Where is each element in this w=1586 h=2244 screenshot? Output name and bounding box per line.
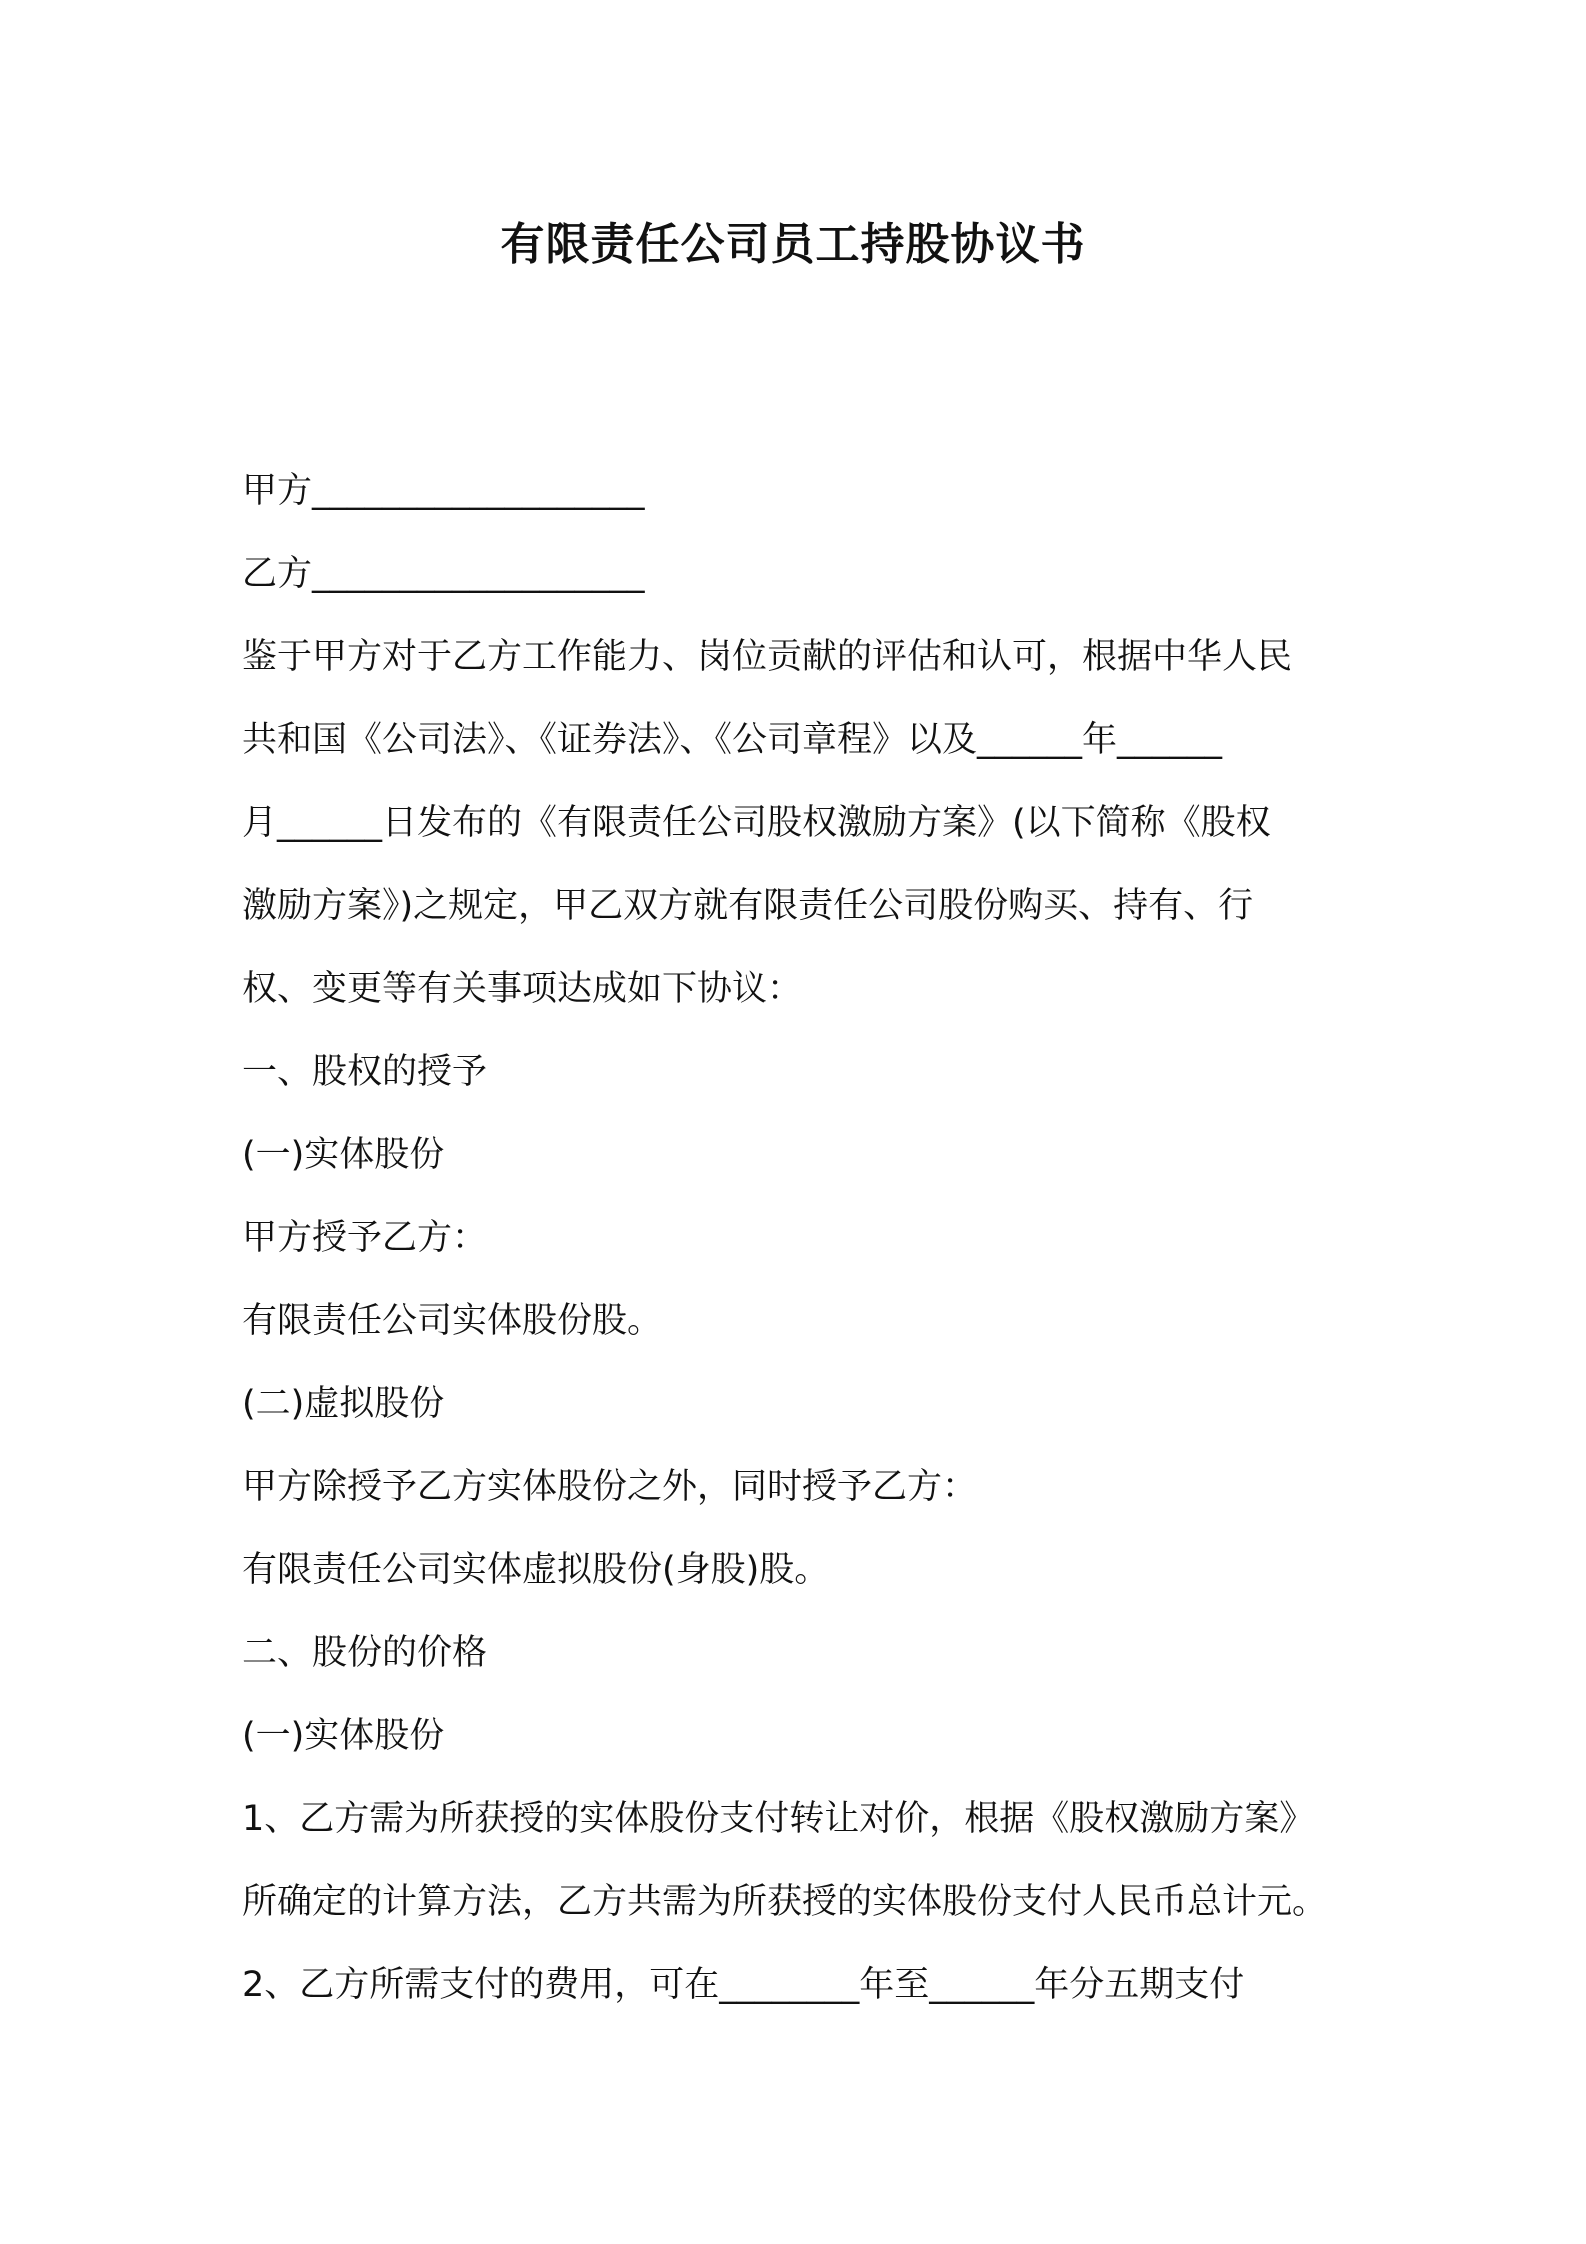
paragraph-line: 有限责任公司实体虚拟股份(身股)股。 (242, 1550, 830, 1590)
section-heading: 二、股份的价格 (242, 1633, 488, 1673)
party-a-line: 甲方___________________ (242, 471, 645, 511)
preamble-line: 月______日发布的《有限责任公司股权激励方案》(以下简称《股权 (242, 803, 1271, 843)
subsection-heading: (二)虚拟股份 (242, 1384, 445, 1424)
section-heading: 一、股权的授予 (242, 1052, 488, 1092)
paragraph-line: 甲方除授予乙方实体股份之外，同时授予乙方： (242, 1467, 978, 1507)
paragraph-line: 所确定的计算方法，乙方共需为所获授的实体股份支付人民币总计元。 (242, 1882, 1328, 1922)
preamble-line: 共和国《公司法》、《证券法》、《公司章程》以及______年______ (242, 720, 1223, 760)
paragraph-line: 2、乙方所需支付的费用，可在________年至______年分五期支付 (242, 1965, 1245, 2005)
subsection-heading: (一)实体股份 (242, 1135, 445, 1175)
preamble-line: 鉴于甲方对于乙方工作能力、岗位贡献的评估和认可，根据中华人民 (242, 637, 1293, 677)
document-title: 有限责任公司员工持股协议书 (500, 219, 1086, 270)
paragraph-line: 1、乙方需为所获授的实体股份支付转让对价，根据《股权激励方案》 (242, 1799, 1315, 1839)
document-body (242, 450, 1362, 2027)
party-b-line: 乙方___________________ (242, 554, 645, 594)
paragraph-line: 有限责任公司实体股份股。 (242, 1301, 663, 1341)
preamble-line: 激励方案》)之规定，甲乙双方就有限责任公司股份购买、持有、行 (242, 886, 1254, 926)
subsection-heading: (一)实体股份 (242, 1716, 445, 1756)
paragraph-line: 甲方授予乙方： (242, 1218, 488, 1258)
preamble-line: 权、变更等有关事项达成如下协议： (242, 969, 803, 1009)
